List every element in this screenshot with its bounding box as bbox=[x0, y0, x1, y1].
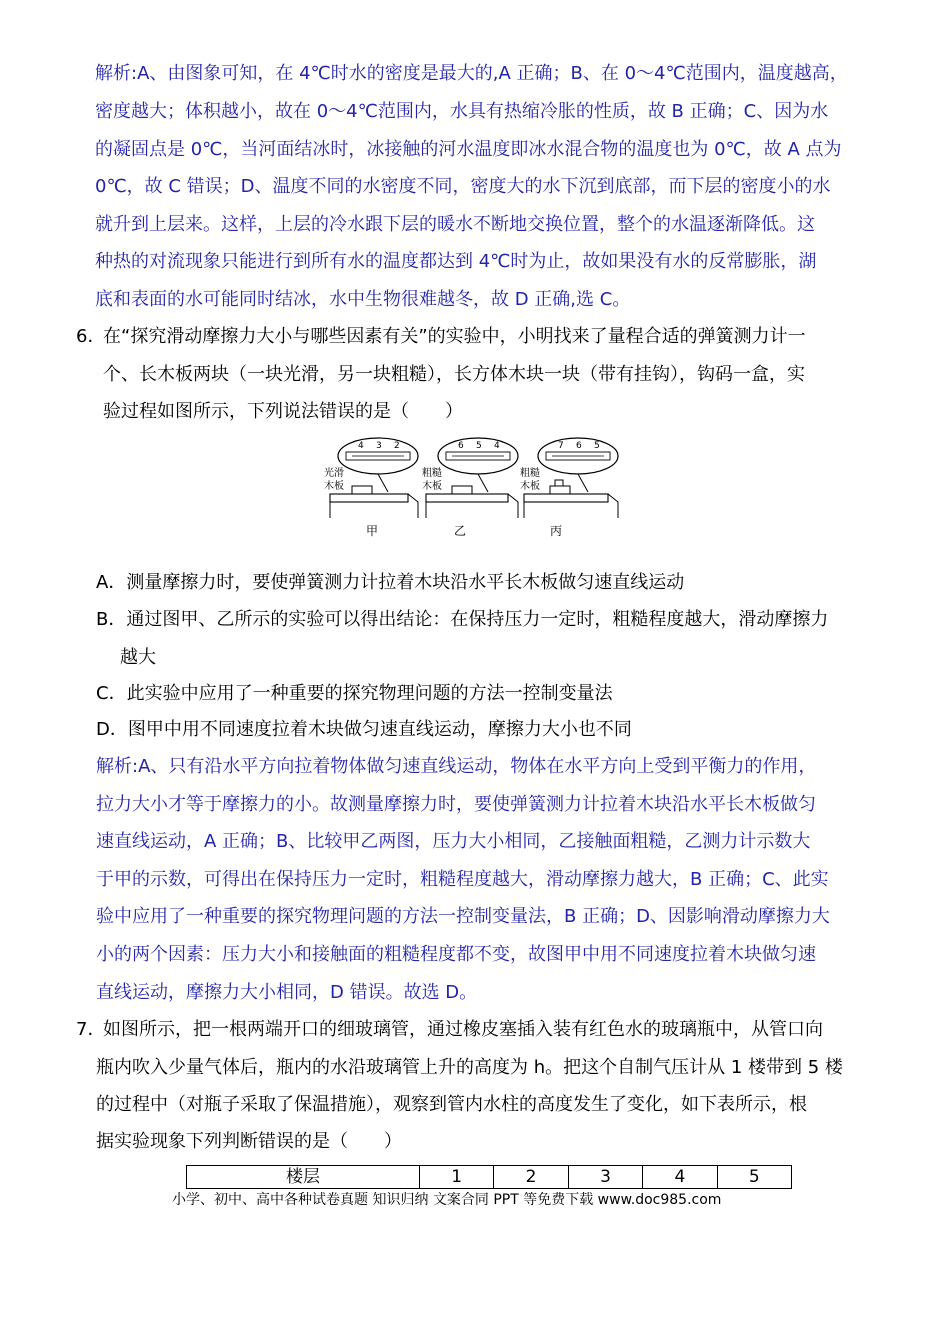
hook-weight-shape bbox=[555, 480, 563, 486]
q5-analysis-line-6: 种热的对流现象只能进行到所有水的温度都达到 4℃时为止，故如果没有水的反常膨胀，湖 bbox=[95, 251, 817, 272]
q6-stem-line-2: 个、长木板两块（一块光滑，另一块粗糙），长方体木块一块（带有挂钩），钩码一盒，实 bbox=[103, 364, 805, 385]
q7-stem-line-2: 瓶内吹入少量气体后，瓶内的水沿玻璃管上升的高度为 h。把这个自制气压计从 1 楼带到 5 楼 bbox=[96, 1057, 843, 1078]
panel-caption: 甲 bbox=[366, 524, 379, 538]
q6-option-c: C．此实验中应用了一种重要的探究物理问题的方法一控制变量法 bbox=[96, 683, 613, 704]
panel-caption: 乙 bbox=[454, 524, 467, 538]
floor-table bbox=[186, 1165, 792, 1189]
q7-stem-line-4: 据实验现象下列判断错误的是（ ） bbox=[96, 1131, 402, 1152]
scale-number: 3 bbox=[376, 441, 382, 451]
q6-stem-line-1: 在“探究滑动摩擦力大小与哪些因素有关”的实验中，小明找来了量程合适的弹簧测力计一 bbox=[103, 326, 806, 347]
long-board-shape bbox=[426, 494, 508, 502]
table-header-cell: 2 bbox=[494, 1166, 568, 1189]
q6-analysis-line-3: 速直线运动，A 正确；B、比较甲乙两图，压力大小相同，乙接触面粗糙，乙测力计示数大 bbox=[96, 831, 811, 852]
q6-option-a: A．测量摩擦力时，要使弹簧测力计拉着木块沿水平长木板做匀速直线运动 bbox=[96, 572, 685, 593]
q5-analysis-line-5: 就升到上层来。这样，上层的冷水跟下层的暖水不断地交换位置，整个的水温逐渐降低。这 bbox=[95, 214, 815, 235]
q7-stem-line-1: 如图所示，把一根两端开口的细玻璃管，通过橡皮塞插入装有红色水的玻璃瓶中，从管口向 bbox=[103, 1019, 823, 1040]
q5-analysis-line-4: 0℃，故 C 错误；D、温度不同的水密度不同，密度大的水下沉到底部，而下层的密度小的水 bbox=[95, 176, 831, 197]
panel-bing bbox=[520, 438, 618, 538]
table-header-cell: 3 bbox=[568, 1166, 642, 1189]
q6-option-b: B．通过图甲、乙所示的实验可以得出结论：在保持压力一定时，粗糙程度越大，滑动摩擦力 bbox=[96, 609, 829, 630]
q6-analysis-line-4: 于甲的示数，可得出在保持压力一定时，粗糙程度越大，滑动摩擦力越大，B 正确；C、此实 bbox=[96, 869, 829, 890]
table-header-cell: 5 bbox=[717, 1166, 791, 1189]
q5-analysis-line-2: 密度越大；体积越小，故在 0～4℃范围内，水具有热缩冷胀的性质，故 B 正确；C、因为水 bbox=[95, 101, 829, 122]
table-row bbox=[187, 1166, 792, 1189]
q6-friction-figure bbox=[322, 434, 628, 542]
page-footer: 小学、初中、高中各种试卷真题 知识归纳 文案合同 PPT 等免费下载 www.doc985.com bbox=[172, 1192, 722, 1208]
q6-analysis-line-6: 小的两个因素：压力大小和接触面的粗糙程度都不变，故图甲中用不同速度拉着木块做匀速 bbox=[96, 944, 816, 965]
scale-number: 4 bbox=[358, 441, 364, 451]
q6-analysis-line-1: 解析:A、只有沿水平方向拉着物体做匀速直线运动，物体在水平方向上受到平衡力的作用， bbox=[96, 756, 817, 777]
panel-caption: 丙 bbox=[550, 524, 563, 538]
wood-block-shape bbox=[550, 486, 570, 494]
q6-stem-line-3: 验过程如图所示，下列说法错误的是（ ） bbox=[103, 401, 463, 422]
long-board-shape bbox=[330, 494, 408, 502]
scale-number: 5 bbox=[476, 441, 482, 451]
table-header-cell: 1 bbox=[420, 1166, 494, 1189]
panel-jia bbox=[324, 438, 418, 538]
scale-number: 6 bbox=[576, 441, 582, 451]
q7-stem-line-3: 的过程中（对瓶子采取了保温措施），观察到管内水柱的高度发生了变化，如下表所示，根 bbox=[96, 1094, 807, 1115]
q6-option-b-cont: 越大 bbox=[120, 647, 156, 668]
wood-block-shape bbox=[352, 486, 372, 494]
scale-number: 4 bbox=[494, 441, 500, 451]
table-header-cell: 楼层 bbox=[187, 1166, 420, 1189]
scale-number: 5 bbox=[594, 441, 600, 451]
scale-number: 7 bbox=[558, 441, 564, 451]
q5-analysis-line-7: 底和表面的水可能同时结冰，水中生物很难越冬，故 D 正确,选 C。 bbox=[95, 289, 631, 310]
q6-analysis-line-7: 直线运动，摩擦力大小相同，D 错误。故选 D。 bbox=[96, 982, 478, 1003]
q6-analysis-line-2: 拉力大小才等于摩擦力的小。故测量摩擦力时，要使弹簧测力计拉着木块沿水平长木板做匀 bbox=[96, 794, 816, 815]
board-label: 木板 bbox=[422, 481, 442, 492]
scale-number: 6 bbox=[458, 441, 464, 451]
q5-analysis-line-1: 解析:A、由图象可知，在 4℃时水的密度是最大的,A 正确；B、在 0～4℃范围内，温度越高， bbox=[95, 63, 848, 84]
q5-analysis-line-3: 的凝固点是 0℃，当河面结冰时，冰接触的河水温度即冰水混合物的温度也为 0℃，故 A 点为 bbox=[95, 139, 842, 160]
wood-block-shape bbox=[452, 486, 472, 494]
board-label: 木板 bbox=[324, 481, 344, 492]
q7-number: 7． bbox=[76, 1019, 106, 1040]
table-header-cell: 4 bbox=[643, 1166, 717, 1189]
scale-number: 2 bbox=[394, 441, 400, 451]
q6-number: 6． bbox=[76, 326, 106, 347]
board-label: 光滑 bbox=[324, 468, 344, 479]
q6-analysis-line-5: 验中应用了一种重要的探究物理问题的方法一控制变量法，B 正确；D、因影响滑动摩擦力大 bbox=[96, 906, 830, 927]
q6-option-d: D．图甲中用不同速度拉着木块做匀速直线运动，摩擦力大小也不同 bbox=[96, 719, 632, 740]
board-label: 木板 bbox=[520, 481, 540, 492]
board-label: 粗糙 bbox=[422, 468, 442, 479]
board-label: 粗糙 bbox=[520, 468, 540, 479]
long-board-shape bbox=[524, 494, 608, 502]
panel-yi bbox=[422, 438, 518, 538]
